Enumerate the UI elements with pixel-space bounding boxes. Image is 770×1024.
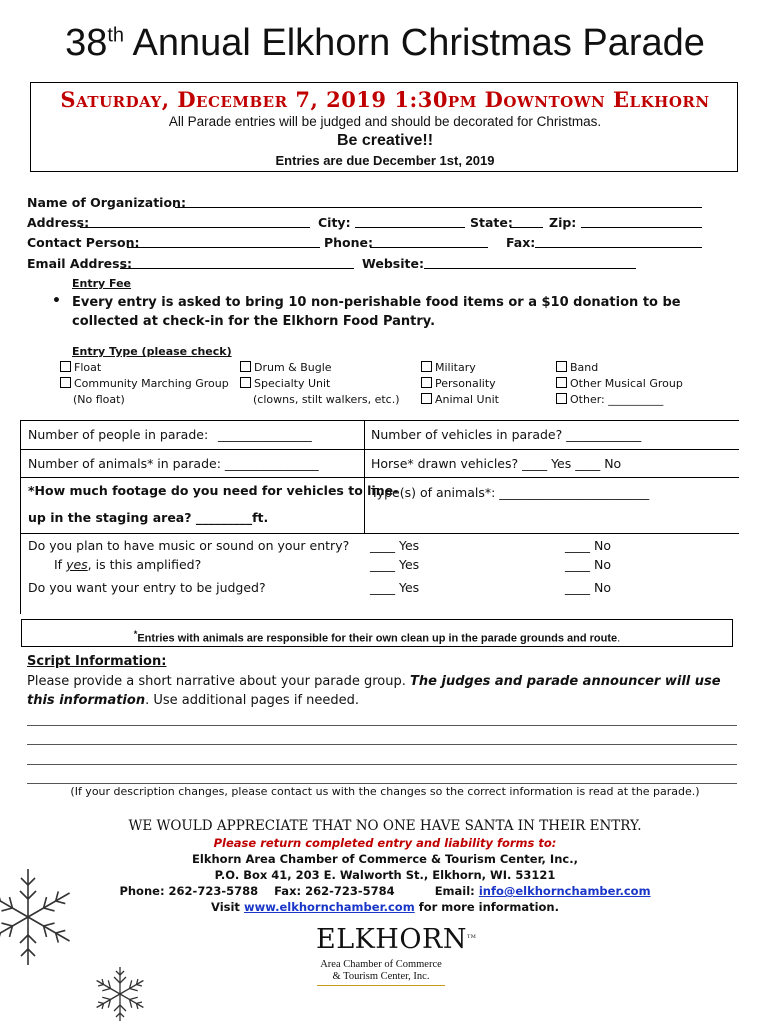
amplified-yes[interactable]: ____ Yes [370,557,420,572]
checkbox[interactable] [240,377,251,388]
horse-drawn-field[interactable]: Horse* drawn vehicles? ____ Yes ____ No [371,456,622,471]
vehicles-field[interactable]: Number of vehicles in parade? ____________ [371,427,642,442]
chamber-logo [316,918,477,1014]
city-field[interactable] [355,227,465,228]
checkbox[interactable] [240,361,251,372]
change-note: (If your description changes, please contact us with the changes so the correct information is read at the parade.) [70,785,700,798]
checkbox[interactable] [556,361,567,372]
due-date: Entries are due December 1st, 2019 [275,153,495,168]
option-military[interactable]: Military [421,361,476,374]
row-divider [20,533,739,534]
judged-yes[interactable]: ____ Yes [370,580,420,595]
option-drum-bugle[interactable]: Drum & Bugle [240,361,332,374]
table-border [20,421,21,614]
email-field[interactable] [120,268,354,269]
checkbox[interactable] [60,361,71,372]
header-box [30,82,738,172]
santa-notice: WE WOULD APPRECIATE THAT NO ONE HAVE SANTA IN THEIR ENTRY. [128,818,642,834]
details-table [20,420,739,615]
no-float-note: (No float) [73,393,125,406]
event-date-line: Saturday, December 7, 2019 1:30pm Downtown Elkhorn [60,87,710,112]
entry-fee-text: Every entry is asked to bring 10 non-perishable food items or a $10 donation to be collected at check-in for the Elkhorn Food Pantry. [72,295,681,329]
address-field[interactable] [80,227,310,228]
animal-note: *Entries with animals are responsible for their own clean up in the parade grounds and route. [21,619,733,647]
music-no[interactable]: ____ No [565,538,611,553]
contact-line: Phone: 262-723-5788 Fax: 262-723-5784 Email: info@elkhornchamber.com [119,884,651,898]
return-instructions: Please return completed entry and liability forms to: [213,836,557,850]
row-divider [20,477,739,478]
email-link[interactable]: info@elkhornchamber.com [478,884,651,898]
phone-label: Phone: [324,235,374,250]
address-label: Address: [27,215,90,230]
org-field[interactable] [175,207,702,208]
bullet: • [52,293,61,309]
page-title: 38th Annual Elkhorn Christmas Parade [65,22,705,64]
city-label: City: [318,215,351,230]
amplified-no[interactable]: ____ No [565,557,611,572]
chamber-name: Elkhorn Area Chamber of Commerce & Tourism Center, Inc., [192,852,578,866]
website-field[interactable] [424,268,636,269]
option-other-musical[interactable]: Other Musical Group [556,377,683,390]
option-band[interactable]: Band [556,361,598,374]
amplified-question: If yes, is this amplified? [54,557,202,572]
zip-field[interactable] [581,227,702,228]
option-personality[interactable]: Personality [421,377,496,390]
phone-field[interactable] [370,247,488,248]
option-other[interactable]: Other: __________ [556,393,663,406]
mailing-address: P.O. Box 41, 203 E. Walworth St., Elkhorn, WI. 53121 [214,868,556,882]
option-animal-unit[interactable]: Animal Unit [421,393,499,406]
snowflake-icon [0,862,70,972]
narrative-line[interactable] [27,744,737,745]
narrative-line[interactable] [27,764,737,765]
people-label: Number of people in parade: [28,427,209,442]
narrative-line[interactable] [27,783,737,784]
judged-question: Do you want your entry to be judged? [28,580,266,595]
logo-wordmark: ELKHORN™ [316,924,477,955]
email-label: Email Address: [27,256,133,271]
entry-fee-heading: Entry Fee [72,277,132,290]
fax-label: Fax: [506,235,536,250]
contact-field[interactable] [127,247,320,248]
zip-label: Zip: [549,215,577,230]
row-divider [20,449,739,450]
entry-type-heading: Entry Type (please check) [72,345,232,358]
website-line: Visit www.elkhornchamber.com for more information. [211,900,559,914]
org-label: Name of Organization: [27,195,186,210]
website-link[interactable]: www.elkhornchamber.com [243,900,415,914]
checkbox[interactable] [60,377,71,388]
animal-types-field[interactable]: Type(s) of animals*: ________________________ [371,485,650,500]
specialty-note: (clowns, stilt walkers, etc.) [253,393,400,406]
footage-question: *How much footage do you need for vehicles to line- [28,483,399,498]
option-float[interactable]: Float [60,361,101,374]
animals-field[interactable]: Number of animals* in parade: _______________ [28,456,319,471]
column-divider [364,421,365,533]
music-yes[interactable]: ____ Yes [370,538,420,553]
state-field[interactable] [510,227,543,228]
logo-line-1: Area Chamber of Commerce [320,959,442,970]
logo-line-2: & Tourism Center, Inc. [332,971,430,982]
footage-field[interactable]: up in the staging area? _________ft. [28,510,269,525]
contact-label: Contact Person: [27,235,140,250]
script-heading: Script Information: [27,654,167,669]
snowflake-icon [90,962,150,1024]
state-label: State: [470,215,513,230]
checkbox[interactable] [421,361,432,372]
option-community-marching[interactable]: Community Marching Group [60,377,229,390]
logo-rule [317,985,445,986]
people-field[interactable]: _______________ [218,427,312,442]
checkbox[interactable] [421,393,432,404]
judged-note: All Parade entries will be judged and should be decorated for Christmas. [168,114,602,129]
checkbox[interactable] [556,393,567,404]
fax-field[interactable] [535,247,702,248]
option-specialty-unit[interactable]: Specialty Unit [240,377,330,390]
narrative-line[interactable] [27,725,737,726]
checkbox[interactable] [556,377,567,388]
checkbox[interactable] [421,377,432,388]
be-creative: Be creative!! [336,132,434,149]
website-label: Website: [362,256,424,271]
music-question: Do you plan to have music or sound on your entry? [28,538,350,553]
judged-no[interactable]: ____ No [565,580,611,595]
script-instructions: Please provide a short narrative about your parade group. The judges and parade announcer will use this information. Use additional pages if needed. [27,674,721,708]
